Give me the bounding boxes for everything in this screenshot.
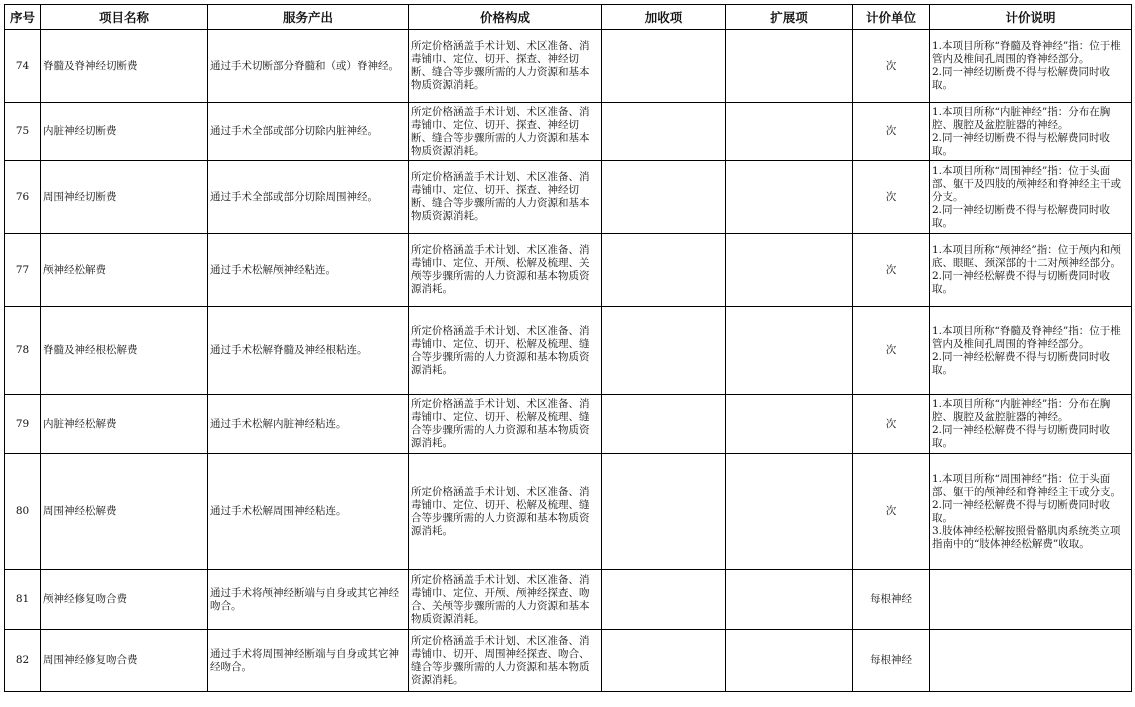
table-row (5, 395, 1132, 454)
table-row (5, 630, 1132, 692)
row-unit: 次 (853, 103, 930, 161)
row-composition: 所定价格涵盖手术计划、术区准备、消毒铺巾、定位、切开、探查、神经切断、缝合等步骤所需的人力资源和基本物质资源消耗。 (409, 30, 602, 103)
header-unit: 计价单位 (853, 5, 930, 30)
row-addon (602, 103, 726, 161)
row-name: 脊髓及神经根松解费 (41, 307, 208, 395)
header-note: 计价说明 (930, 5, 1132, 30)
row-extension (726, 234, 853, 307)
row-extension (726, 570, 853, 630)
row-composition: 所定价格涵盖手术计划、术区准备、消毒铺巾、定位、切开、探查、神经切断、缝合等步骤所需的人力资源和基本物质资源消耗。 (409, 103, 602, 161)
row-unit: 次 (853, 234, 930, 307)
header-extension: 扩展项 (726, 5, 853, 30)
row-unit: 次 (853, 307, 930, 395)
row-unit: 每根神经 (853, 630, 930, 692)
table-row (5, 454, 1132, 570)
header-addon: 加收项 (602, 5, 726, 30)
table-row (5, 161, 1132, 234)
row-note: 1.本项目所称“脊髓及脊神经”指：位于椎管内及椎间孔周围的脊神经部分。 2.同一神经切断费不得与松解费同时收取。 (930, 30, 1132, 103)
row-extension (726, 103, 853, 161)
row-unit: 次 (853, 454, 930, 570)
table-row (5, 30, 1132, 103)
row-name: 颅神经修复吻合费 (41, 570, 208, 630)
row-name: 脊髓及脊神经切断费 (41, 30, 208, 103)
row-name: 内脏神经切断费 (41, 103, 208, 161)
row-composition: 所定价格涵盖手术计划、术区准备、消毒铺巾、定位、切开、松解及梳理、缝合等步骤所需的人力资源和基本物质资源消耗。 (409, 395, 602, 454)
row-num: 76 (5, 161, 41, 234)
row-addon (602, 630, 726, 692)
header-name: 项目名称 (41, 5, 208, 30)
row-output: 通过手术松解脊髓及神经根粘连。 (208, 307, 409, 395)
row-num: 81 (5, 570, 41, 630)
row-extension (726, 454, 853, 570)
row-output: 通过手术松解周围神经粘连。 (208, 454, 409, 570)
row-note: 1.本项目所称“周围神经”指：位于头面部、躯干及四肢的颅神经和脊神经主干或分支。 2.同一神经切断费不得与松解费同时收取。 (930, 161, 1132, 234)
row-num: 80 (5, 454, 41, 570)
row-addon (602, 454, 726, 570)
row-output: 通过手术松解内脏神经粘连。 (208, 395, 409, 454)
row-addon (602, 234, 726, 307)
row-extension (726, 30, 853, 103)
row-addon (602, 395, 726, 454)
row-num: 77 (5, 234, 41, 307)
row-note (930, 630, 1132, 692)
header-num: 序号 (5, 5, 41, 30)
row-composition: 所定价格涵盖手术计划、术区准备、消毒铺巾、定位、切开、探查、神经切断、缝合等步骤所需的人力资源和基本物质资源消耗。 (409, 161, 602, 234)
row-name: 颅神经松解费 (41, 234, 208, 307)
row-output: 通过手术全部或部分切除周围神经。 (208, 161, 409, 234)
table-row (5, 103, 1132, 161)
row-num: 79 (5, 395, 41, 454)
row-name: 周围神经切断费 (41, 161, 208, 234)
header-output: 服务产出 (208, 5, 409, 30)
row-extension (726, 161, 853, 234)
row-num: 82 (5, 630, 41, 692)
row-name: 周围神经松解费 (41, 454, 208, 570)
row-name: 周围神经修复吻合费 (41, 630, 208, 692)
row-note: 1.本项目所称“周围神经”指：位于头面部、躯干的颅神经和脊神经主干或分支。 2.同一神经松解费不得与切断费同时收取。 3.肢体神经松解按照骨骼肌肉系统类立项指南中的“肢体神经松解费”收取。 (930, 454, 1132, 570)
row-composition: 所定价格涵盖手术计划、术区准备、消毒铺巾、定位、开颅、颅神经探查、吻合、关颅等步骤所需的人力资源和基本物质资源消耗。 (409, 570, 602, 630)
row-note (930, 570, 1132, 630)
row-addon (602, 161, 726, 234)
table-row (5, 307, 1132, 395)
row-note: 1.本项目所称“内脏神经”指：分布在胸腔、腹腔及盆腔脏器的神经。 2.同一神经切断费不得与松解费同时收取。 (930, 103, 1132, 161)
header-composition: 价格构成 (409, 5, 602, 30)
row-addon (602, 30, 726, 103)
row-composition: 所定价格涵盖手术计划、术区准备、消毒铺巾、定位、切开、松解及梳理、缝合等步骤所需的人力资源和基本物质资源消耗。 (409, 454, 602, 570)
row-composition: 所定价格涵盖手术计划、术区准备、消毒铺巾、定位、开颅、松解及梳理、关颅等步骤所需的人力资源和基本物质资源消耗。 (409, 234, 602, 307)
row-addon (602, 570, 726, 630)
row-num: 74 (5, 30, 41, 103)
table-row (5, 570, 1132, 630)
row-output: 通过手术将颅神经断端与自身或其它神经吻合。 (208, 570, 409, 630)
row-output: 通过手术松解颅神经粘连。 (208, 234, 409, 307)
row-num: 75 (5, 103, 41, 161)
price-table (4, 4, 1132, 692)
row-name: 内脏神经松解费 (41, 395, 208, 454)
row-addon (602, 307, 726, 395)
row-unit: 次 (853, 30, 930, 103)
row-extension (726, 307, 853, 395)
row-note: 1.本项目所称“内脏神经”指：分布在胸腔、腹腔及盆腔脏器的神经。 2.同一神经松解费不得与切断费同时收取。 (930, 395, 1132, 454)
row-output: 通过手术全部或部分切除内脏神经。 (208, 103, 409, 161)
row-unit: 次 (853, 161, 930, 234)
row-unit: 次 (853, 395, 930, 454)
row-extension (726, 630, 853, 692)
row-num: 78 (5, 307, 41, 395)
row-composition: 所定价格涵盖手术计划、术区准备、消毒铺巾、定位、切开、松解及梳理、缝合等步骤所需的人力资源和基本物质资源消耗。 (409, 307, 602, 395)
row-output: 通过手术切断部分脊髓和（或）脊神经。 (208, 30, 409, 103)
row-note: 1.本项目所称“颅神经”指：位于颅内和颅底、眼眶、颈深部的十二对颅神经部分。 2.同一神经松解费不得与切断费同时收取。 (930, 234, 1132, 307)
header-row (5, 5, 1132, 30)
row-output: 通过手术将周围神经断端与自身或其它神经吻合。 (208, 630, 409, 692)
row-note: 1.本项目所称“脊髓及脊神经”指：位于椎管内及椎间孔周围的脊神经部分。 2.同一神经松解费不得与切断费同时收取。 (930, 307, 1132, 395)
row-composition: 所定价格涵盖手术计划、术区准备、消毒铺巾、切开、周围神经探查、吻合、缝合等步骤所需的人力资源和基本物质资源消耗。 (409, 630, 602, 692)
table-row (5, 234, 1132, 307)
row-extension (726, 395, 853, 454)
row-unit: 每根神经 (853, 570, 930, 630)
